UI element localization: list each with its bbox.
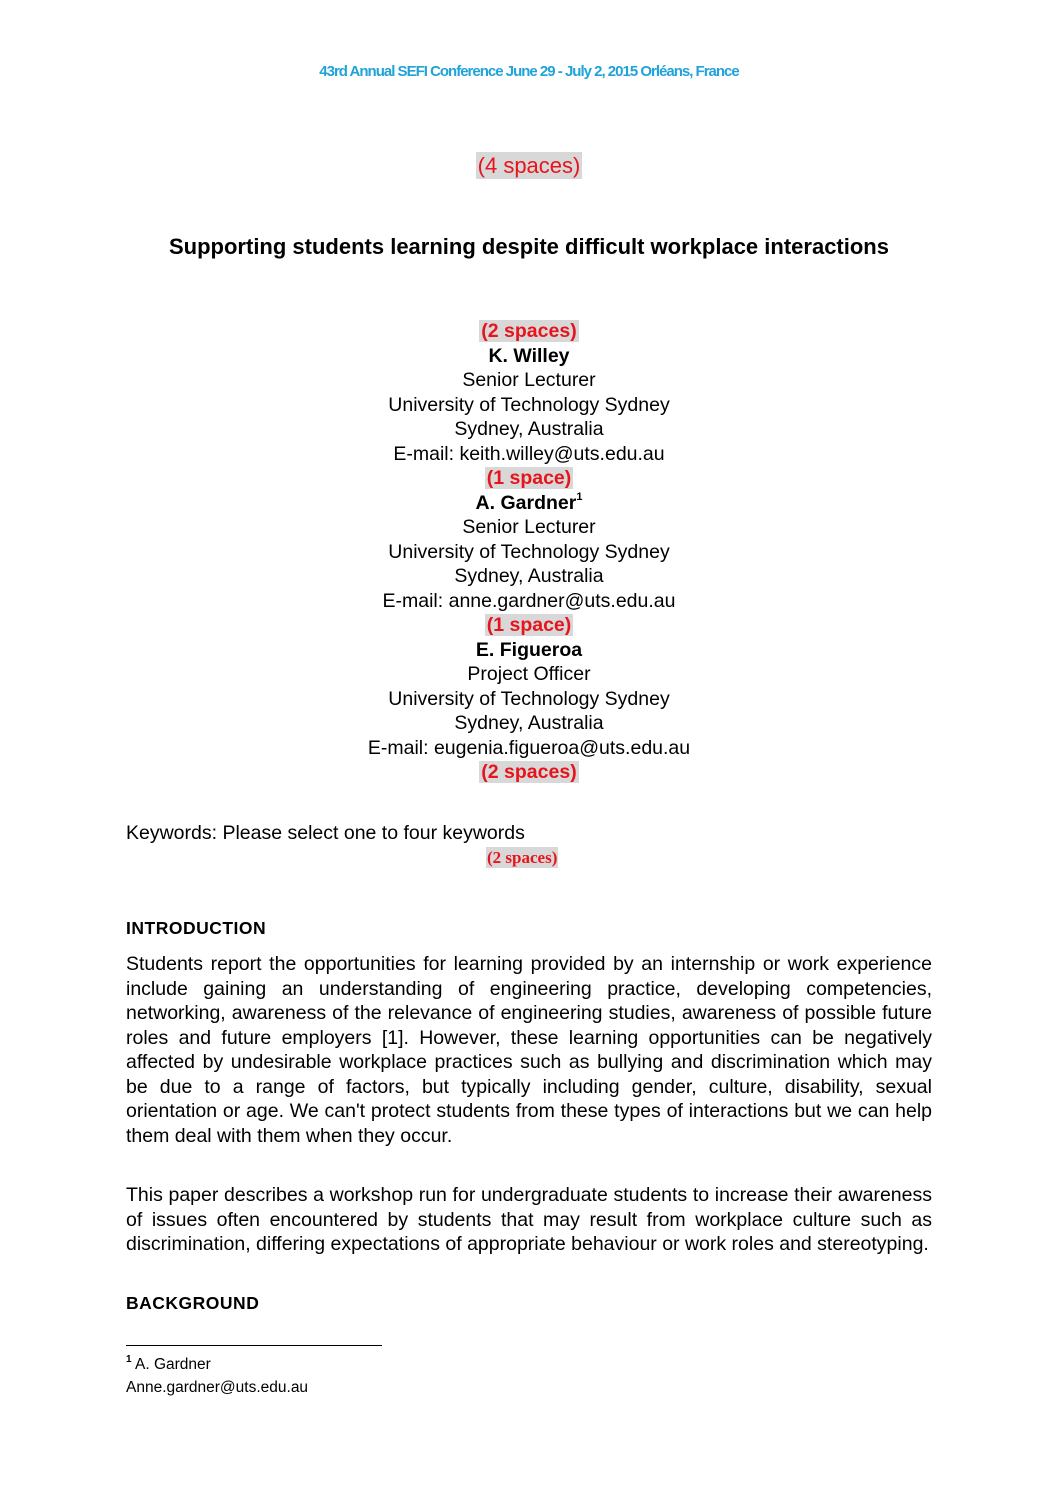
paragraph: Students report the opportunities for learning provided by an internship or work experience include gaining an understanding of engineering practice, developing competencies, networking, awareness of the relevance of engineering studies, awareness of possible future roles and future employers [1]. However, these learning opportunities can be negatively affected by undesirable workplace practices such as bullying and discrimination which may be due to a range of factors, but typically including gender, culture, disability, sexual orientation or age. We can't protect students from these types of interactions but we can help them deal with them when they occur. [126, 953, 932, 1147]
footnote [126, 1353, 308, 1399]
paper-title: Supporting students learning despite difficult workplace interactions [169, 234, 889, 259]
author-role: Senior Lecturer [462, 516, 596, 538]
author-role: Senior Lecturer [462, 369, 596, 391]
spacing-marker-after-keywords-label: (2 spaces) [487, 848, 558, 867]
footnote-email: Anne.gardner@uts.edu.au [126, 1379, 309, 1396]
spacing-marker-between-authors: (1 space) [486, 467, 572, 489]
keywords-line: Keywords: Please select one to four keywords [126, 822, 525, 844]
author-email: E-mail: anne.gardner@uts.edu.au [382, 589, 676, 612]
footnote-number: 1 [126, 1354, 132, 1365]
author-name: K. Willey [488, 344, 570, 367]
spacing-marker-after-authors: (2 spaces) [481, 761, 577, 783]
author-location: Sydney, Australia [454, 712, 604, 734]
author-institution: University of Technology Sydney [388, 540, 670, 563]
author-location: Sydney, Australia [454, 565, 604, 587]
author-block [0, 319, 1058, 785]
footnote-mark: 1 [576, 490, 583, 503]
spacing-marker-after-title: (2 spaces) [481, 320, 577, 342]
spacing-marker-after-keywords [486, 848, 558, 868]
paragraph: This paper describes a workshop run for undergraduate students to increase their awareness of issues often encountered by students that may result from workplace culture such as discrimination, differing expectations of appropriate behaviour or work roles and stereotyping. [126, 1184, 932, 1255]
footnote-divider [126, 1345, 382, 1346]
section-heading-background: BACKGROUND [126, 1293, 260, 1313]
author-email: E-mail: eugenia.figueroa@uts.edu.au [367, 736, 691, 759]
spacing-marker-between-authors: (1 space) [486, 614, 572, 636]
author-role: Project Officer [467, 663, 591, 685]
spacing-marker-top [0, 153, 1058, 179]
footnote-name: A. Gardner [135, 1356, 211, 1373]
author-name: E. Figueroa [475, 638, 583, 661]
section-heading-introduction: INTRODUCTION [126, 918, 267, 938]
spacing-marker-top-label: (4 spaces) [477, 153, 581, 178]
author-institution: University of Technology Sydney [388, 393, 670, 416]
author-institution: University of Technology Sydney [388, 687, 670, 710]
author-location: Sydney, Australia [454, 418, 604, 440]
conference-header: 43rd Annual SEFI Conference June 29 - July 2, 2015 Orléans, France [319, 63, 739, 80]
author-email: E-mail: keith.willey@uts.edu.au [393, 442, 665, 465]
author-name: A. Gardner [475, 491, 577, 514]
